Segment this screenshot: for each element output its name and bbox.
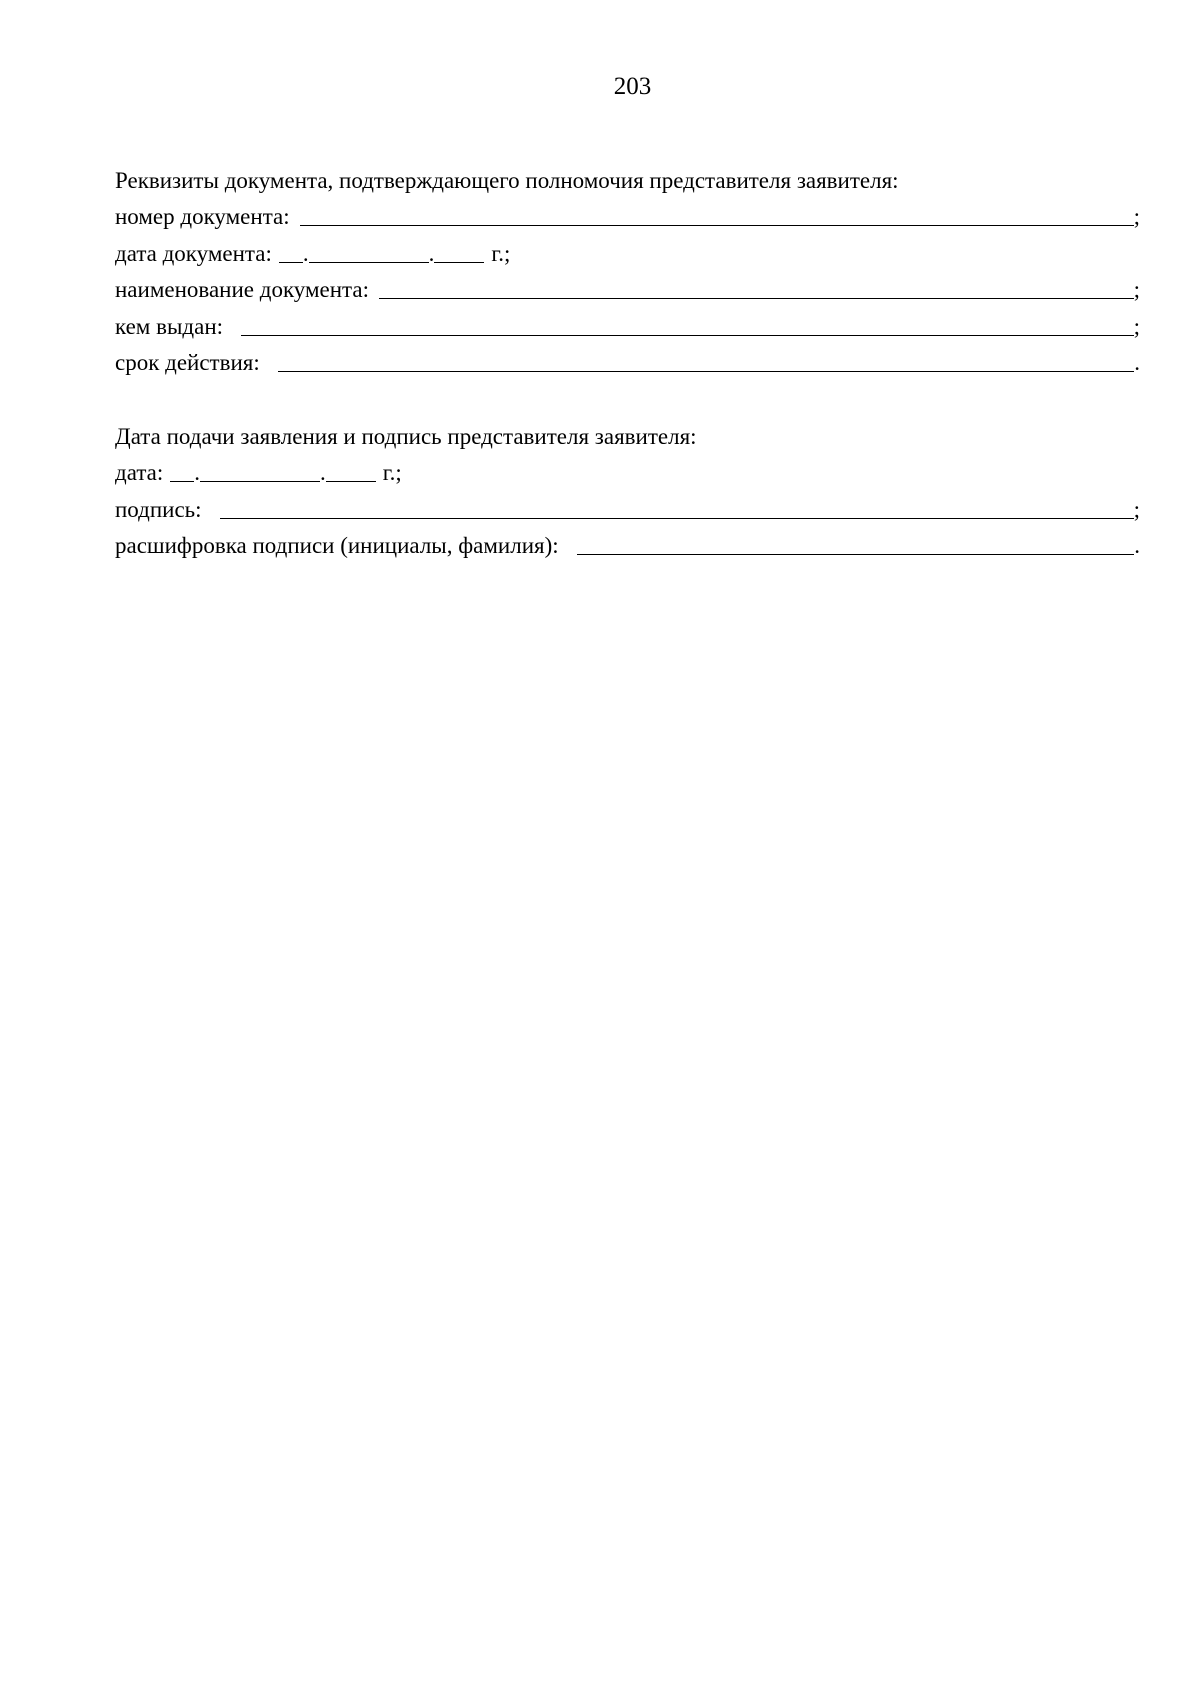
- signature-row: [115, 487, 1140, 524]
- submission-date-year-field[interactable]: [326, 481, 376, 482]
- issued-by-row: [115, 304, 1140, 341]
- document-date-label: дата документа:: [115, 240, 272, 266]
- submission-date-row: [115, 451, 1140, 488]
- date-separator: .: [320, 460, 326, 485]
- signature-decoding-end: .: [1134, 533, 1140, 558]
- submission-date-month-field[interactable]: [200, 481, 320, 482]
- date-year-suffix: г.;: [491, 240, 511, 266]
- document-date-row: [115, 231, 1140, 268]
- issued-by-label: кем выдан:: [115, 313, 224, 339]
- date-separator: .: [302, 240, 309, 266]
- issued-by-end: ;: [1133, 313, 1140, 339]
- signature-field[interactable]: [220, 518, 1134, 519]
- document-number-field[interactable]: [300, 225, 1134, 226]
- signature-decoding-row: [115, 524, 1140, 561]
- signature-label: подпись:: [115, 496, 202, 522]
- document-number-row: [115, 195, 1140, 232]
- submission-heading: [115, 414, 1140, 451]
- issued-by-field[interactable]: [241, 335, 1134, 336]
- date-year-suffix: г.;: [382, 460, 402, 485]
- submission-section: [115, 414, 1140, 560]
- signature-decoding-field[interactable]: [577, 554, 1135, 555]
- page-number: 203: [613, 73, 652, 100]
- submission-date-day-field[interactable]: [170, 481, 194, 482]
- section-heading: Реквизиты документа, подтверждающего полномочия представителя заявителя:: [115, 167, 899, 193]
- signature-end: ;: [1133, 496, 1140, 522]
- document-number-end: ;: [1133, 204, 1140, 229]
- date-separator: .: [428, 240, 435, 266]
- validity-field[interactable]: [278, 371, 1135, 372]
- document-name-row: [115, 268, 1140, 305]
- validity-label: срок действия:: [115, 350, 260, 375]
- document-number-label: номер документа:: [115, 204, 290, 229]
- representative-document-section: [115, 158, 1140, 377]
- representative-document-heading: [115, 158, 1140, 195]
- validity-row: [115, 341, 1140, 378]
- validity-end: .: [1134, 350, 1140, 375]
- document-date-year-field[interactable]: [434, 262, 484, 263]
- date-separator: .: [194, 460, 200, 485]
- document-name-field[interactable]: [379, 298, 1134, 299]
- section-heading: Дата подачи заявления и подпись представителя заявителя:: [115, 423, 697, 449]
- document-name-label: наименование документа:: [115, 277, 369, 302]
- document-date-day-field[interactable]: [279, 262, 303, 263]
- signature-decoding-label: расшифровка подписи (инициалы, фамилия):: [115, 533, 559, 558]
- document-date-month-field[interactable]: [309, 262, 429, 263]
- submission-date-label: дата:: [115, 460, 164, 485]
- document-name-end: ;: [1133, 277, 1140, 302]
